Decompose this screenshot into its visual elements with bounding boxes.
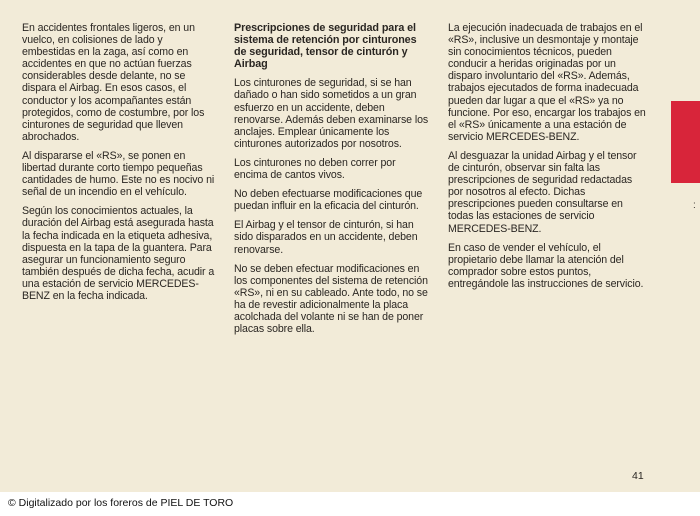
edge-mark: : — [693, 200, 696, 211]
page-number: 41 — [632, 470, 644, 482]
column-left — [22, 22, 218, 309]
column-middle — [234, 22, 430, 342]
paragraph: Los cinturones de seguridad, si se han dañado o han sido sometidos a un gran esfuerzo en un accidente, deben renovarse. Además deben examinarse los anclajes. Emplear únicamente los cinturones autorizados por nosotros. — [234, 77, 429, 150]
section-heading: Prescripciones de seguridad para el sistema de retención por cinturones de seguridad, tensor de cinturón y Airbag — [234, 22, 417, 71]
footer-bar — [0, 492, 700, 516]
footer-credit: © Digitalizado por los foreros de PIEL DE TORO — [8, 497, 234, 509]
paragraph: En caso de vender el vehículo, el propietario debe llamar la atención del comprador sobre estos puntos, entregándole las instrucciones de servicio. — [448, 241, 644, 290]
paragraph: En accidentes frontales ligeros, en un vuelco, en colisiones de lado y embestidas en la zaga, así como en accidentes en que no actúan fuerzas considerables desde delante, no se dispara el Airbag. En esos casos, el conductor y los acompañantes están protegidos, como de costumbre, por los cinturones de seguridad que lleven abrochados. — [22, 22, 205, 143]
chapter-tab-marker — [671, 101, 700, 183]
paragraph: La ejecución inadecuada de trabajos en el «RS», inclusive un desmontaje y montaje sin conocimientos técnicos, pueden conducir a heridas originadas por un disparo involuntario del «RS». Además, trabajos ejecutados de forma inadecuada pueden dar lugar a que el «RS» ya no funcione. Por eso, encargar los trabajos en el «RS» únicamente a una estación de servicio MERCEDES-BENZ. — [448, 22, 646, 143]
paragraph: Los cinturones no deben correr por encima de cantos vivos. — [234, 156, 396, 182]
column-right — [448, 22, 648, 297]
paragraph: El Airbag y el tensor de cinturón, si han sido disparados en un accidente, deben renovarse. — [234, 219, 418, 256]
paragraph: No deben efectuarse modificaciones que puedan influir en la eficacia del cinturón. — [234, 188, 423, 213]
paragraph: Según los conocimientos actuales, la duración del Airbag está asegurada hasta la fecha indicada en la etiqueta adhesiva, dispuesta en la tapa de la guantera. Para asegurar un funcionamiento seguro también después de dicha fecha, acudir a una estación de servicio MERCEDES-BENZ en la fecha indicada. — [22, 205, 215, 302]
paragraph: No se deben efectuar modificaciones en los componentes del sistema de retención «RS», ni en su cableado. Ante todo, no se ha de revestir adicionalmente la placa acolchada del volante ni se han de poner placas sobre ella. — [234, 262, 428, 336]
paragraph: Al dispararse el «RS», se ponen en libertad durante corto tiempo pequeñas cantidades de humo. Este no es nocivo ni señal de un incendio en el vehículo. — [22, 149, 215, 199]
paragraph: Al desguazar la unidad Airbag y el tensor de cinturón, observar sin falta las prescripciones de seguridad redactadas por nosotros al efecto. Dichas prescripciones pueden consultarse en todas las estaciones de servicio MERCEDES-BENZ. — [448, 149, 637, 235]
